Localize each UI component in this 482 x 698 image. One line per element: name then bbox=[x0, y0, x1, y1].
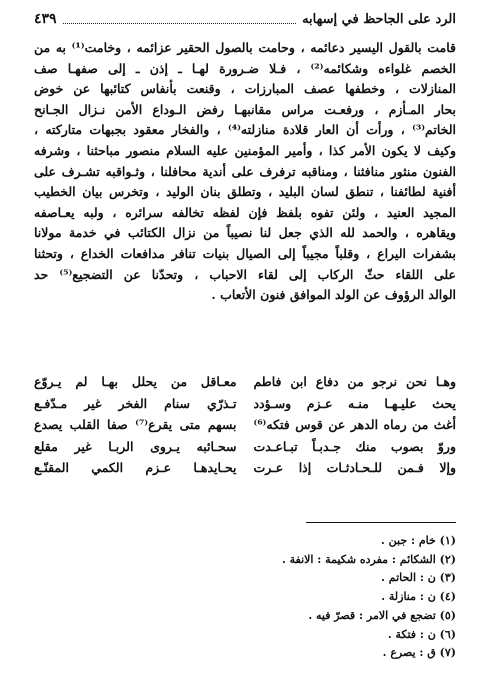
poem bbox=[34, 371, 456, 479]
footnote: (٥) تضجع في الامر : قصرّ فيه . bbox=[308, 608, 456, 622]
verse-second-hemistich: تـذرّي سنام الفخر غير مـدّفـع bbox=[34, 395, 237, 411]
verse-first-hemistich: وهـا نحن نرجو من دفاع ابن فاطم bbox=[253, 374, 456, 389]
body-line: المجيد العنيد ، ولئن تفوه بلفظ فإن لفظه تخالفه سرائره ، ولبه يعـاصفه bbox=[34, 204, 456, 220]
poem-verse bbox=[34, 457, 456, 479]
body-line: وكيف لا يكون الأمر كذا ، وأمير المؤمنين عليه السلام منصور مباحثنا ، وشرفه bbox=[34, 142, 456, 158]
body-line: المنازلات ، وخطفها عصف المبارزات ، وقنعت بأنفاس كتائبها عن خوض bbox=[34, 81, 456, 97]
footnote: (٤) ن : منازلة . bbox=[381, 590, 456, 604]
body-line: الوالد الرؤوف عن الولد الموافق فنون الأتعاب . bbox=[211, 287, 456, 303]
verse-first-hemistich: أغث من رماه الدهر عن قوس فتكه⁽⁶⁾ bbox=[253, 417, 456, 433]
verse-first-hemistich: يحث عليـهـا منـه عـزم وسـؤدد bbox=[253, 395, 456, 411]
body-line: بشفرات اليراع ، وقلباً مجيباً إلى الصيال بنيات تنافر مدافعات الخداع ، وتحثنا bbox=[34, 245, 456, 261]
page-number: ٤٣٩ bbox=[34, 11, 57, 27]
poem-verse bbox=[34, 393, 456, 415]
body-line: على اللقاء حثّ الركاب إلى لقاء الاحباب ، وتحدّنا عن التضجيع⁽⁵⁾ حد bbox=[34, 266, 456, 282]
body-line: قامت بالقول اليسير دعائمه ، وحامت بالصول الحقير عزائمه ، وخامت⁽¹⁾ به من bbox=[34, 40, 456, 55]
book-page bbox=[34, 8, 456, 690]
footnote: (٧) ق : يصرع . bbox=[382, 646, 456, 660]
footnotes bbox=[156, 532, 456, 663]
footnote: (٦) ن : فتكة . bbox=[387, 627, 456, 641]
body-line: الفنون منثور منافثنا ، ومناقبه ترفرف على أندية محافلنا ، وثـواقبه تشـرف على bbox=[34, 163, 456, 179]
body-text bbox=[34, 38, 456, 306]
poem-verse bbox=[34, 371, 456, 393]
verse-first-hemistich: وإلا فـمن للـحـادثـات إذا عـرت bbox=[253, 460, 456, 476]
footnote: (٢) الشكائم : مفرده شكيمة : الانفة . bbox=[281, 552, 456, 566]
body-line: ويقاهره ، والحمد لله الذي جعل لنا نصيباً من نزال الكتائب في خدمة مولانا bbox=[34, 225, 456, 241]
footnote: (٣) ن : الحاتم . bbox=[381, 571, 456, 585]
body-line: الخصم غلواءه وشكائمه⁽²⁾ ، فـلا ضـرورة لهـا ـ إذن ـ إلى صفهـا صف bbox=[34, 60, 456, 76]
body-line: أفنية لطائفنا ، تنطق لسان البليد ، وتطلق بنان الوليد ، وتخرس بيان الخطيب bbox=[34, 184, 456, 200]
body-line: الخاتم⁽³⁾ ، ورأت أن العار قلادة منازلته⁽⁴⁾ ، والفخار معقود بجبهات متاركته ، bbox=[34, 122, 456, 138]
header-dotted-leader bbox=[63, 15, 297, 24]
verse-second-hemistich: معـاقل من يحلل بهـا لم يـروّع bbox=[34, 374, 237, 389]
page-header bbox=[34, 8, 456, 30]
poem-verse bbox=[34, 414, 456, 436]
poem-verse bbox=[34, 436, 456, 458]
running-title: الرد على الجاحظ في إسهابه bbox=[302, 11, 456, 27]
verse-first-hemistich: وروّ بصوب منك جـدبـاً تبـاعـدت bbox=[253, 438, 456, 454]
verse-second-hemistich: يحـايدهـا عـزم الكمي المقنّـع bbox=[34, 460, 237, 476]
body-line: بحار المـأزم ، ورفعـت مراس مقانبهـا رفض الـوداع الأمن نـزال الجـانح bbox=[34, 101, 456, 117]
verse-second-hemistich: سحـائبه يـروى الربـا غير مقلع bbox=[34, 438, 237, 454]
footnote: (١) خام : جبن . bbox=[380, 534, 456, 547]
footnote-separator bbox=[306, 522, 456, 523]
verse-second-hemistich: بسهم متى يقرع⁽⁷⁾ صفا القلب يصدع bbox=[34, 417, 237, 433]
